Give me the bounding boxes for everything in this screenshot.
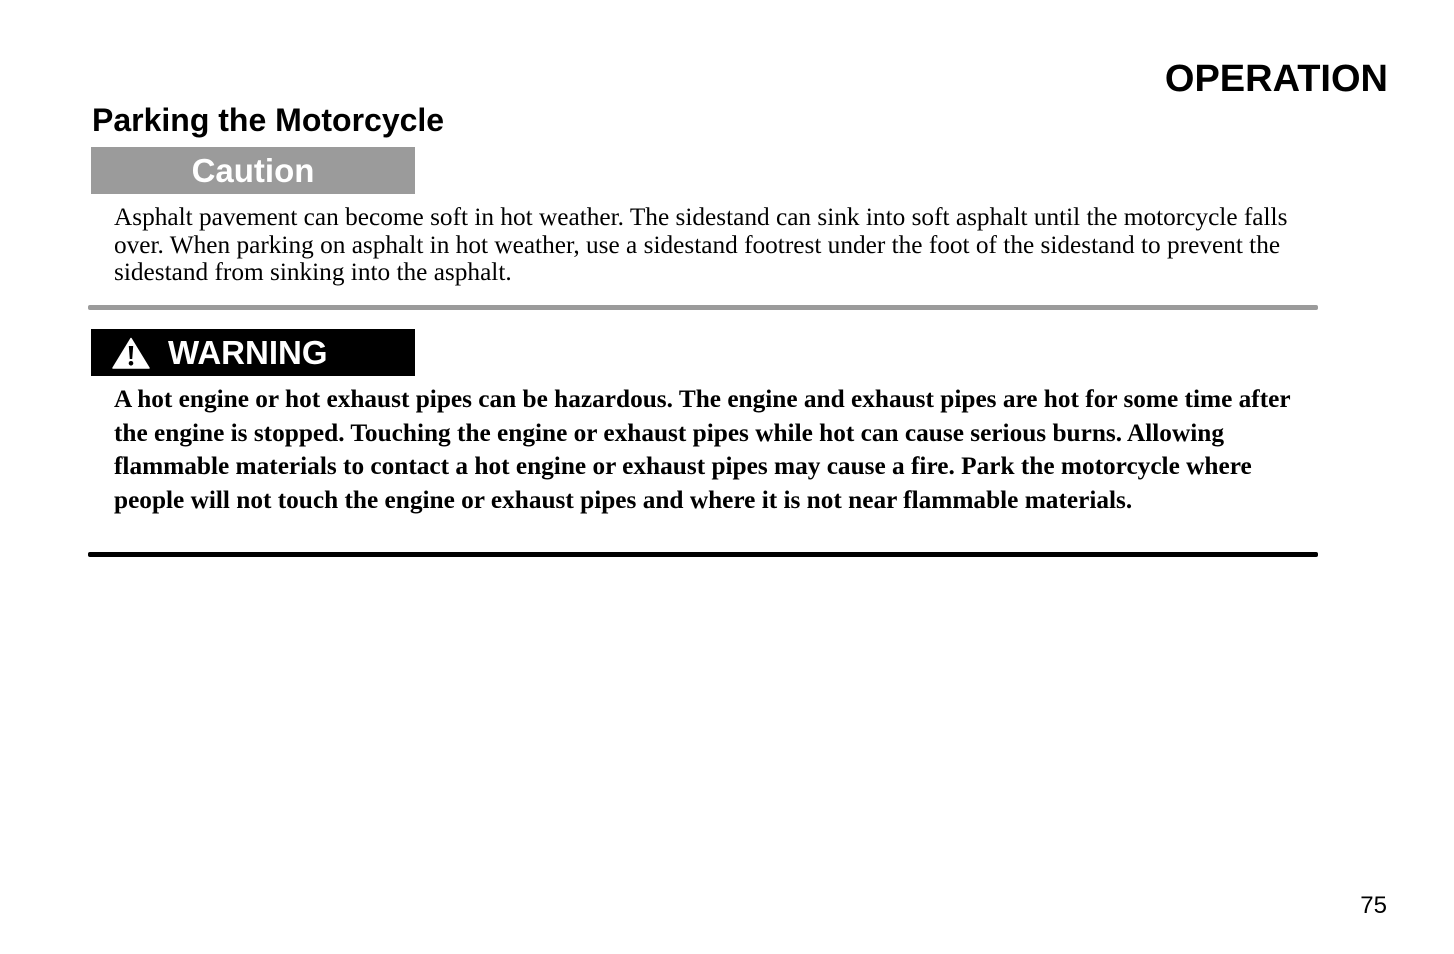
page-title: Parking the Motorcycle (92, 102, 445, 138)
caution-divider (88, 305, 1318, 310)
caution-banner: Caution (91, 147, 415, 194)
warning-text: A hot engine or hot exhaust pipes can be hazardous. The engine and exhaust pipes are hot for some time after the engine is stopped. Touching the engine or exhaust pipes while hot can cause serious burns. Allowing flammable materials to contact a hot engine or exhaust pipes may cause a fire. Park the motorcycle where people will not touch the engine or exhaust pipes and where it is not near flammable materials. (114, 385, 1291, 514)
warning-banner (91, 329, 415, 376)
warning-label: WARNING (168, 334, 328, 371)
page-number: 75 (1360, 892, 1387, 919)
warning-divider (88, 552, 1318, 557)
caution-text: Asphalt pavement can become soft in hot weather. The sidestand can sink into soft asphalt until the motorcycle falls over. When parking on asphalt in hot weather, use a sidestand footrest under the foot of the sidestand to prevent the sidestand from sinking into the asphalt. (114, 203, 1288, 286)
warning-triangle-icon (112, 337, 150, 369)
section-header: OPERATION (1164, 58, 1388, 100)
